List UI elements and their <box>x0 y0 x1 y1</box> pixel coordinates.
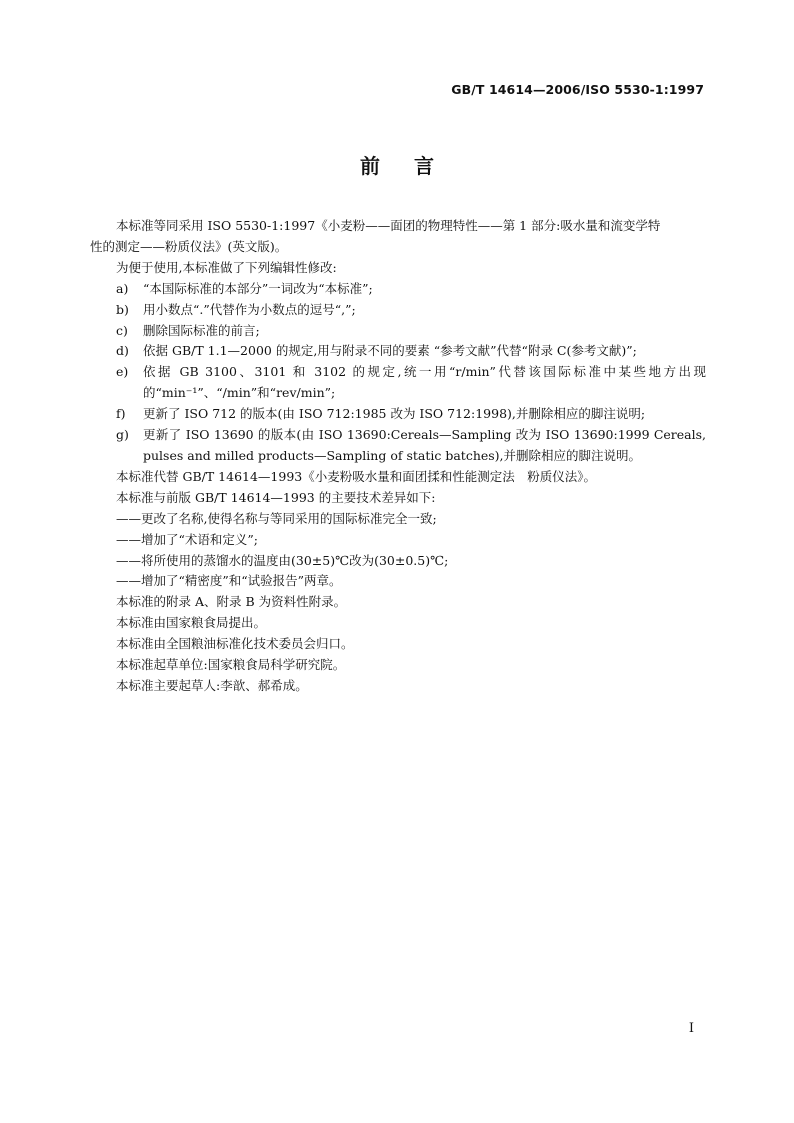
closing-annex-note: 本标准的附录 A、附录 B 为资料性附录。 <box>116 594 347 610</box>
list-item-label: b) <box>116 301 129 317</box>
list-item <box>116 362 706 404</box>
list-item-label: g) <box>116 427 129 443</box>
list-item-text: 依据 GB 3100、3101 和 3102 的规定,统一用“r/min”代替该国际标准中某些地方出现的“min⁻¹”、“/min”和“rev/min”; <box>143 364 706 401</box>
list-item-text: 用小数点“.”代替作为小数点的逗号“,”; <box>143 301 356 317</box>
page-title: 前言 <box>360 154 468 178</box>
intro-paragraph <box>90 216 706 258</box>
list-item-text: 删除国际标准的前言; <box>143 322 260 338</box>
list-item-label: e) <box>116 364 129 380</box>
list-item <box>116 425 706 467</box>
list-item: ——更改了名称,使得名称与等同采用的国际标准完全一致; <box>116 510 437 526</box>
list-item-label: d) <box>116 343 129 359</box>
closing-committee: 本标准由全国粮油标准化技术委员会归口。 <box>116 636 354 652</box>
replaces-statement: 本标准代替 GB/T 14614—1993《小麦粉吸水量和面团揉和性能测定法 粉质仪法》。 <box>116 468 596 484</box>
closing-proposer: 本标准由国家粮食局提出。 <box>116 615 267 631</box>
closing-drafters: 本标准主要起草人:李歆、郝希成。 <box>116 677 308 693</box>
foreword-body <box>90 216 706 697</box>
list-item-label: f) <box>116 406 126 422</box>
list-item <box>116 300 706 321</box>
standard-code-header: GB/T 14614—2006/ISO 5530-1:1997 <box>451 82 704 97</box>
edit-intro: 为便于使用,本标准做了下列编辑性修改: <box>116 259 337 275</box>
edits-list <box>116 279 706 467</box>
page-number: I <box>688 1021 694 1036</box>
list-item-text: “本国际标准的本部分”一词改为“本标准”; <box>143 280 373 296</box>
intro-line-2: 性的测定——粉质仪法》(英文版)。 <box>90 238 288 254</box>
intro-line-1: 本标准等同采用 ISO 5530-1:1997《小麦粉——面团的物理特性——第 1 部分:吸水量和流变学特 <box>116 218 661 233</box>
list-item <box>116 321 706 342</box>
list-item-text: 更新了 ISO 712 的版本(由 ISO 712:1985 改为 ISO 712:1998),并删除相应的脚注说明; <box>143 406 646 422</box>
list-item: ——增加了“术语和定义”; <box>116 531 258 547</box>
list-item <box>116 404 706 425</box>
list-item-text: 更新了 ISO 13690 的版本(由 ISO 13690:Cereals—Sampling 改为 ISO 13690:1999 Cereals, pulses and milled products—Sampling of static batches),并删除相应的脚注说明。 <box>143 427 706 463</box>
list-item-text: 依据 GB/T 1.1—2000 的规定,用与附录不同的要素 “参考文献”代替“附录 C(参考文献)”; <box>143 343 637 359</box>
diff-intro: 本标准与前版 GB/T 14614—1993 的主要技术差异如下: <box>116 489 436 505</box>
list-item <box>116 279 706 300</box>
list-item-label: a) <box>116 280 129 296</box>
diffs-list <box>116 509 706 593</box>
list-item: ——将所使用的蒸馏水的温度由(30±5)℃改为(30±0.5)℃; <box>116 552 449 568</box>
closing-drafting-unit: 本标准起草单位:国家粮食局科学研究院。 <box>116 657 346 673</box>
list-item <box>116 341 706 362</box>
list-item-label: c) <box>116 322 128 338</box>
list-item: ——增加了“精密度”和“试验报告”两章。 <box>116 573 342 589</box>
